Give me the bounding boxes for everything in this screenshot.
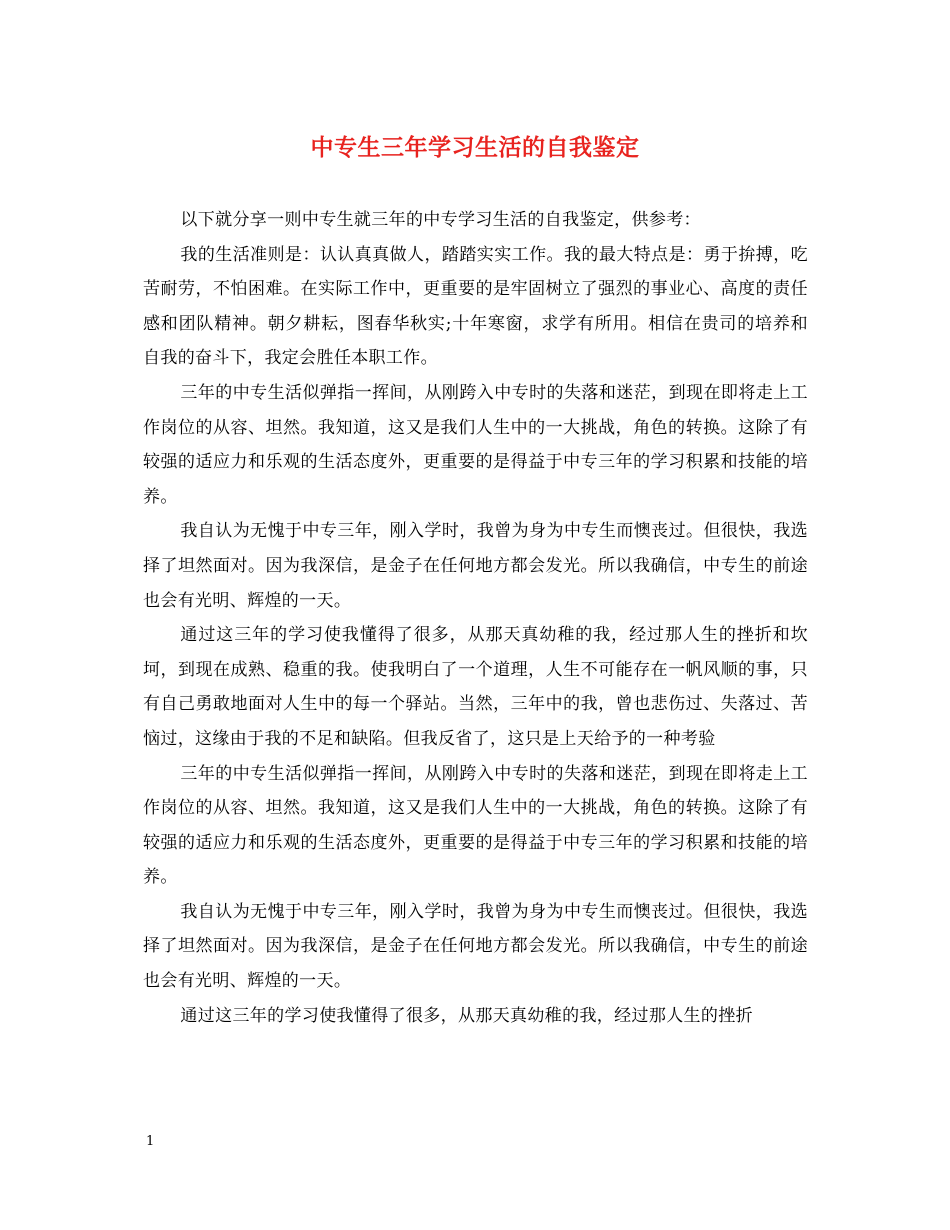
paragraph: 我自认为无愧于中专三年，刚入学时，我曾为身为中专生而懊丧过。但很快，我选择了坦然面对。因为我深信，是金子在任何地方都会发光。所以我确信，中专生的前途也会有光明、辉煌的一天。 <box>143 521 808 611</box>
paragraph: 我的生活准则是：认认真真做人，踏踏实实工作。我的最大特点是：勇于拚搏，吃苦耐劳，不怕困难。在实际工作中，更重要的是牢固树立了强烈的事业心、高度的责任感和团队精神。朝夕耕耘，图春华秋实;十年寒窗，求学有所用。相信在贵司的培养和自我的奋斗下，我定会胜任本职工作。 <box>143 244 808 369</box>
paragraph-intro: 以下就分享一则中专生就三年的中专学习生活的自我鉴定，供参考： <box>180 210 701 230</box>
paragraph: 三年的中专生活似弹指一挥间，从刚跨入中专时的失落和迷茫，到现在即将走上工作岗位的从容、坦然。我知道，这又是我们人生中的一大挑战，角色的转换。这除了有较强的适应力和乐观的生活态度外，更重要的是得益于中专三年的学习积累和技能的培养。 <box>143 763 808 888</box>
page-number: 1 <box>146 1134 155 1149</box>
document-title: 中专生三年学习生活的自我鉴定 <box>310 134 640 161</box>
document-body <box>143 203 808 1033</box>
paragraph: 通过这三年的学习使我懂得了很多，从那天真幼稚的我，经过那人生的挫折 <box>180 1005 753 1026</box>
paragraph: 通过这三年的学习使我懂得了很多，从那天真幼稚的我，经过那人生的挫折和坎坷，到现在成熟、稳重的我。使我明白了一个道理，人生不可能存在一帆风顺的事，只有自己勇敢地面对人生中的每一个驿站。当然，三年中的我，曾也悲伤过、失落过、苦恼过，这缘由于我的不足和缺陷。但我反省了，这只是上天给予的一种考验 <box>143 625 808 749</box>
paragraph: 三年的中专生活似弹指一挥间，从刚跨入中专时的失落和迷茫，到现在即将走上工作岗位的从容、坦然。我知道，这又是我们人生中的一大挑战，角色的转换。这除了有较强的适应力和乐观的生活态度外，更重要的是得益于中专三年的学习积累和技能的培养。 <box>143 382 808 507</box>
paragraph: 我自认为无愧于中专三年，刚入学时，我曾为身为中专生而懊丧过。但很快，我选择了坦然面对。因为我深信，是金子在任何地方都会发光。所以我确信，中专生的前途也会有光明、辉煌的一天。 <box>143 901 808 992</box>
